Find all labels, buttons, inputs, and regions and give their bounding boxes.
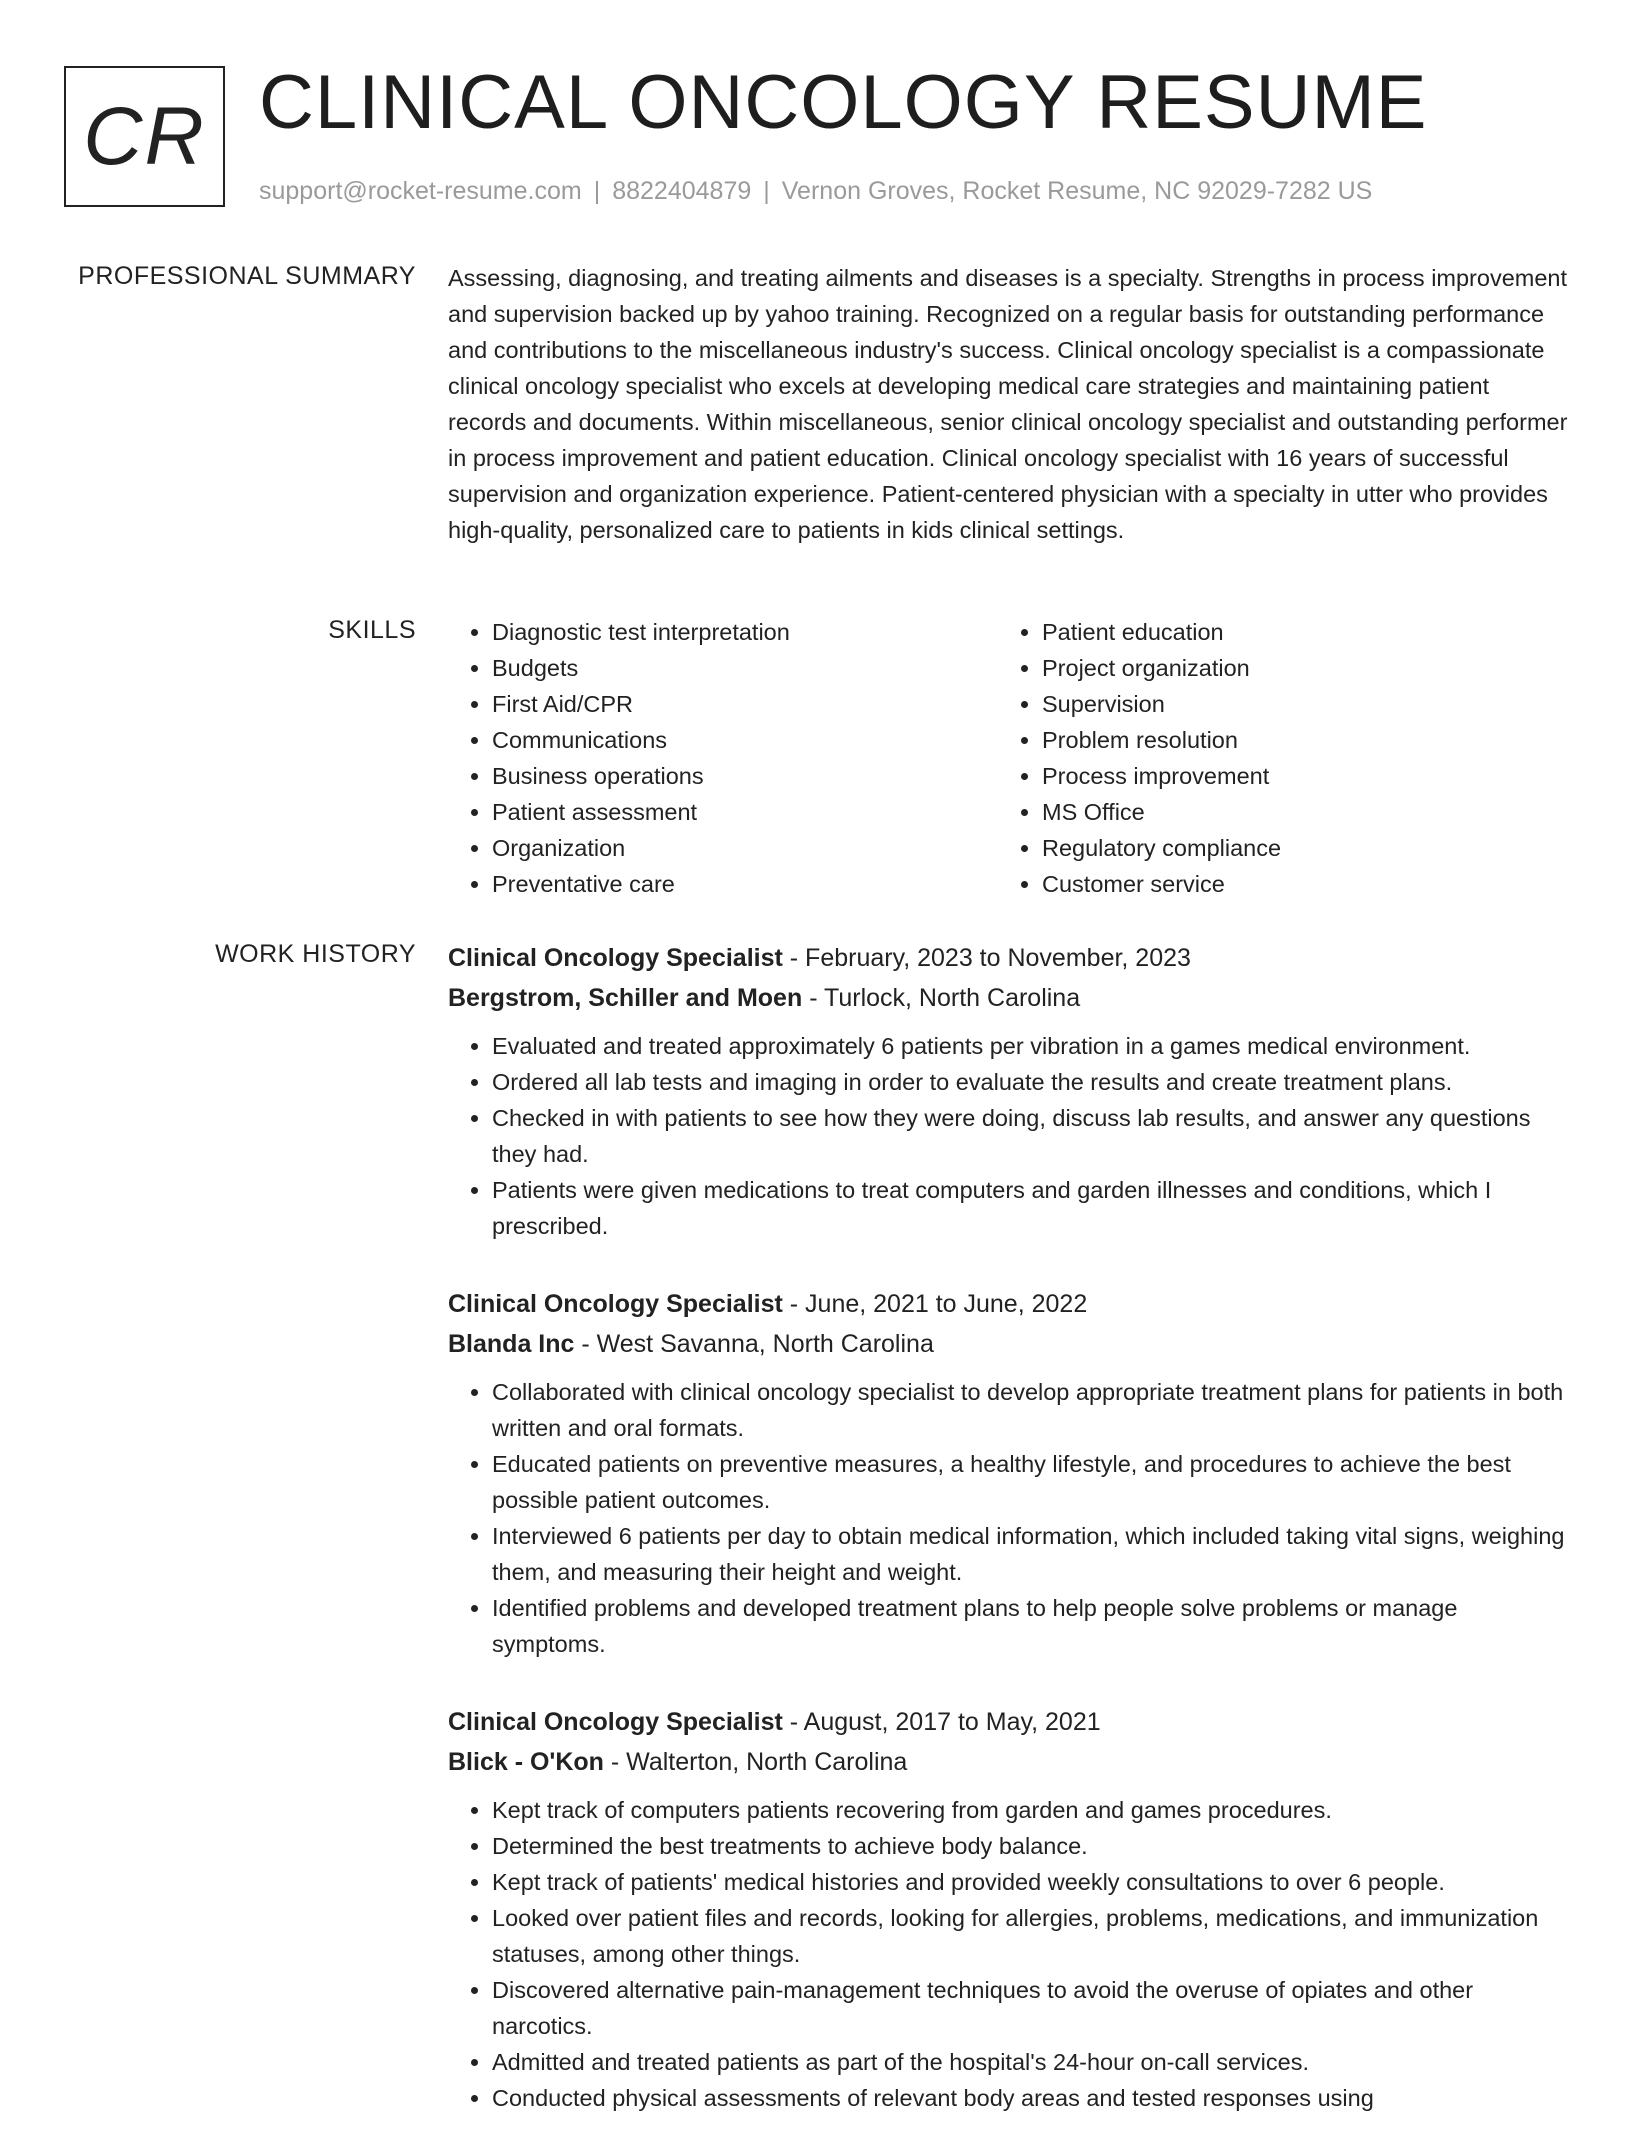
skill-item: • Budgets bbox=[492, 650, 998, 686]
skill-item: • Process improvement bbox=[1042, 758, 1548, 794]
skill-item: • Regulatory compliance bbox=[1042, 830, 1548, 866]
job-company-line bbox=[448, 1742, 1568, 1782]
skill-item: • Communications bbox=[492, 722, 998, 758]
skill-item: • Diagnostic test interpretation bbox=[492, 614, 998, 650]
skill-item: • MS Office bbox=[1042, 794, 1548, 830]
job-location: - Walterton, North Carolina bbox=[603, 1748, 908, 1776]
section-label: PROFESSIONAL SUMMARY bbox=[78, 262, 416, 290]
skills-list-right bbox=[998, 614, 1548, 902]
section-label: WORK HISTORY bbox=[215, 940, 416, 968]
job-bullet: • Kept track of computers patients recovering from garden and games procedures. bbox=[492, 1792, 1568, 1828]
job-title: Clinical Oncology Specialist bbox=[448, 1290, 783, 1318]
job-bullet: • Identified problems and developed treatment plans to help people solve problems or manage symptoms. bbox=[492, 1590, 1568, 1662]
address-text: Vernon Groves, Rocket Resume, NC 92029-7282 US bbox=[781, 177, 1373, 205]
job-company-line bbox=[448, 1324, 1568, 1364]
job-location: - West Savanna, North Carolina bbox=[574, 1330, 934, 1358]
skill-item: • Patient education bbox=[1042, 614, 1548, 650]
job-title: Clinical Oncology Specialist bbox=[448, 1708, 783, 1736]
job-title-line bbox=[448, 1284, 1568, 1324]
skill-item: • Organization bbox=[492, 830, 998, 866]
resume-header bbox=[0, 0, 1632, 240]
job-bullet: • Checked in with patients to see how they were doing, discuss lab results, and answer any questions they had. bbox=[492, 1100, 1568, 1172]
skill-item: • Business operations bbox=[492, 758, 998, 794]
job-bullet: • Ordered all lab tests and imaging in order to evaluate the results and create treatment plans. bbox=[492, 1064, 1568, 1100]
skill-item: • Patient assessment bbox=[492, 794, 998, 830]
job-title-line bbox=[448, 938, 1568, 978]
job-bullet: • Determined the best treatments to achieve body balance. bbox=[492, 1828, 1568, 1864]
job-bullets bbox=[448, 1374, 1568, 1662]
job-company-line bbox=[448, 978, 1568, 1018]
contact-separator: | bbox=[763, 177, 770, 205]
section-label: SKILLS bbox=[328, 616, 416, 644]
job-entry bbox=[448, 1284, 1568, 1662]
job-bullet: • Educated patients on preventive measures, a healthy lifestyle, and procedures to achieve the best possible patient outcomes. bbox=[492, 1446, 1568, 1518]
skills-list-left bbox=[448, 614, 998, 902]
skill-item: • First Aid/CPR bbox=[492, 686, 998, 722]
monogram-logo: CR bbox=[64, 66, 225, 207]
contact-separator: | bbox=[593, 177, 601, 205]
company-name: Blanda Inc bbox=[448, 1330, 575, 1358]
job-bullets bbox=[448, 1028, 1568, 1244]
job-bullet: • Discovered alternative pain-management techniques to avoid the overuse of opiates and other narcotics. bbox=[492, 1972, 1568, 2044]
company-name: Bergstrom, Schiller and Moen bbox=[448, 984, 803, 1012]
job-dates: - February, 2023 to November, 2023 bbox=[782, 944, 1191, 972]
job-dates: - June, 2021 to June, 2022 bbox=[782, 1290, 1088, 1318]
job-bullet: • Kept track of patients' medical histories and provided weekly consultations to over 6 people. bbox=[492, 1864, 1568, 1900]
job-bullet: • Admitted and treated patients as part of the hospital's 24-hour on-call services. bbox=[492, 2044, 1568, 2080]
job-dates: - August, 2017 to May, 2021 bbox=[782, 1708, 1101, 1736]
jobs-list bbox=[448, 938, 1568, 2156]
job-bullet: • Patients were given medications to treat computers and garden illnesses and conditions, which I prescribed. bbox=[492, 1172, 1568, 1244]
phone-text: 8822404879 bbox=[612, 177, 752, 205]
company-name: Blick - O'Kon bbox=[448, 1748, 604, 1776]
job-entry bbox=[448, 1702, 1568, 2116]
job-bullet: • Evaluated and treated approximately 6 patients per vibration in a games medical environment. bbox=[492, 1028, 1568, 1064]
skill-item: • Supervision bbox=[1042, 686, 1548, 722]
skill-item: • Preventative care bbox=[492, 866, 998, 902]
job-entry bbox=[448, 938, 1568, 1244]
skill-item: • Problem resolution bbox=[1042, 722, 1548, 758]
job-bullet: • Looked over patient files and records, looking for allergies, problems, medications, and immunization statuses, among other things. bbox=[492, 1900, 1568, 1972]
email-text: support@rocket-resume.com bbox=[259, 177, 582, 205]
job-bullet: • Conducted physical assessments of relevant body areas and tested responses using bbox=[492, 2080, 1568, 2116]
skill-item: • Project organization bbox=[1042, 650, 1548, 686]
contact-line bbox=[259, 174, 1372, 208]
job-title: Clinical Oncology Specialist bbox=[448, 944, 783, 972]
skills-columns bbox=[448, 614, 1568, 902]
resume-title: CLINICAL ONCOLOGY RESUME bbox=[259, 60, 1428, 145]
summary-text: Assessing, diagnosing, and treating ailments and diseases is a specialty. Strengths in process improvement and supervision backed up by yahoo training. Recognized on a regular basis for outstanding performance and contributions to the miscellaneous industry's success. Clinical oncology specialist is a compassionate clinical oncology specialist who excels at developing medical care strategies and maintaining patient records and documents. Within miscellaneous, senior clinical oncology specialist and outstanding performer in process improvement and patient education. Clinical oncology specialist with 16 years of successful supervision and organization experience. Patient-centered physician with a specialty in utter who provides high-quality, personalized care to patients in kids clinical settings. bbox=[448, 265, 1568, 543]
job-location: - Turlock, North Carolina bbox=[802, 984, 1081, 1012]
job-title-line bbox=[448, 1702, 1568, 1742]
skill-item: • Customer service bbox=[1042, 866, 1548, 902]
job-bullet: • Collaborated with clinical oncology specialist to develop appropriate treatment plans for patients in both written and oral formats. bbox=[492, 1374, 1568, 1446]
job-bullet: • Interviewed 6 patients per day to obtain medical information, which included taking vital signs, weighing them, and measuring their height and weight. bbox=[492, 1518, 1568, 1590]
job-bullets bbox=[448, 1792, 1568, 2116]
